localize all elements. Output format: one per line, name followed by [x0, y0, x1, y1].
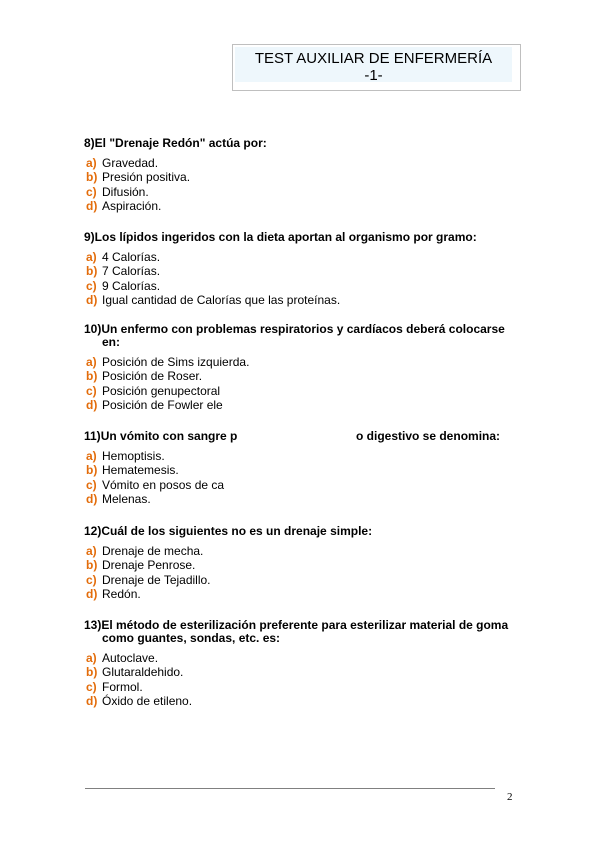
question-text — [84, 231, 524, 244]
option-text: 7 Calorías. — [102, 264, 161, 279]
option-b — [84, 264, 524, 278]
question-prompt: El "Drenaje Redón" actúa por: — [94, 136, 267, 150]
option-letter: b) — [86, 665, 98, 680]
question-number: 11) — [84, 429, 101, 443]
option-letter: b) — [86, 558, 98, 573]
option-d — [84, 694, 524, 708]
option-b — [84, 463, 524, 477]
option-c — [84, 279, 524, 293]
question-text — [84, 619, 524, 645]
question-12 — [84, 525, 524, 601]
option-b — [84, 170, 524, 184]
option-letter: a) — [86, 651, 97, 665]
option-b — [84, 558, 524, 572]
question-13 — [84, 619, 524, 708]
option-b — [84, 665, 524, 679]
option-letter: b) — [86, 369, 98, 384]
question-text — [84, 430, 524, 443]
option-letter: a) — [86, 544, 97, 558]
option-c — [84, 478, 524, 492]
question-prompt: El método de esterilización preferente para esterilizar material de goma como guantes, sondas, etc. es: — [101, 618, 509, 645]
option-text: Drenaje de mecha. — [102, 544, 204, 558]
option-letter: d) — [86, 693, 98, 708]
option-text: Gravedad. — [102, 156, 159, 170]
option-letter: c) — [86, 383, 97, 398]
question-8 — [84, 137, 524, 213]
question-number: 8) — [84, 136, 95, 150]
option-letter: a) — [86, 355, 97, 369]
question-prompt-end: o digestivo se denomina: — [356, 429, 501, 443]
option-text: Glutaraldehido. — [102, 665, 184, 680]
option-text: 9 Calorías. — [102, 278, 161, 293]
page-number: 2 — [507, 791, 513, 803]
option-letter: b) — [86, 463, 98, 478]
option-text: Posición de Roser. — [102, 369, 203, 384]
option-letter: c) — [86, 572, 97, 587]
question-number: 10) — [84, 322, 102, 336]
question-prompt: Los lípidos ingeridos con la dieta aportan al organismo por gramo: — [94, 230, 477, 244]
option-letter: d) — [86, 586, 98, 601]
option-a — [84, 355, 524, 369]
question-text — [84, 525, 524, 538]
option-c — [84, 384, 524, 398]
option-d — [84, 199, 524, 213]
question-10 — [84, 323, 524, 412]
question-number: 12) — [84, 524, 102, 538]
option-text: Presión positiva. — [102, 170, 191, 185]
option-letter: c) — [86, 184, 97, 199]
option-text: Posición de Fowler ele — [102, 397, 223, 412]
question-prompt: Un enfermo con problemas respiratorios y cardíacos deberá colocarse en: — [101, 322, 505, 349]
question-number: 9) — [84, 230, 95, 244]
question-text — [84, 137, 524, 150]
question-prompt: Cuál de los siguientes no es un drenaje simple: — [101, 524, 373, 538]
option-text: Autoclave. — [102, 651, 159, 665]
option-text: Posición genupectoral — [102, 383, 221, 398]
option-text: Aspiración. — [102, 198, 162, 213]
option-a — [84, 651, 524, 665]
option-letter: a) — [86, 449, 97, 463]
option-letter: a) — [86, 156, 97, 170]
title-box — [232, 44, 521, 91]
option-letter: a) — [86, 250, 97, 264]
option-letter: b) — [86, 170, 98, 185]
option-a — [84, 156, 524, 170]
question-9 — [84, 231, 524, 307]
option-a — [84, 449, 524, 463]
option-text: Difusión. — [102, 184, 149, 199]
title-box-fill — [235, 47, 512, 82]
option-d — [84, 293, 524, 307]
option-letter: c) — [86, 278, 97, 293]
option-text: Posición de Sims izquierda. — [102, 355, 250, 369]
question-number: 13) — [84, 618, 102, 632]
document-title: TEST AUXILIAR DE ENFERMERÍA — [254, 50, 493, 67]
option-text: Vómito en posos de ca — [102, 477, 225, 492]
option-text: Hemoptisis. — [102, 449, 165, 463]
test-number: -1- — [364, 67, 383, 84]
option-text: 4 Calorías. — [102, 250, 161, 264]
option-c — [84, 185, 524, 199]
option-letter: d) — [86, 491, 98, 506]
option-text: Redón. — [102, 586, 141, 601]
option-c — [84, 680, 524, 694]
question-11 — [84, 430, 524, 506]
footer-rule — [85, 788, 495, 789]
option-d — [84, 492, 524, 506]
option-d — [84, 398, 524, 412]
option-letter: c) — [86, 679, 97, 694]
option-text: Drenaje de Tejadillo. — [102, 572, 211, 587]
option-letter: b) — [86, 264, 98, 279]
option-text: Hematemesis. — [102, 463, 179, 478]
option-letter: d) — [86, 292, 98, 307]
option-letter: d) — [86, 397, 98, 412]
option-a — [84, 544, 524, 558]
option-text: Drenaje Penrose. — [102, 558, 196, 573]
option-d — [84, 587, 524, 601]
option-c — [84, 573, 524, 587]
option-a — [84, 250, 524, 264]
option-letter: d) — [86, 198, 98, 213]
option-text: Igual cantidad de Calorías que las proteínas. — [102, 292, 341, 307]
question-prompt-left — [84, 430, 237, 443]
option-letter: c) — [86, 477, 97, 492]
option-text: Formol. — [102, 679, 143, 694]
question-text — [84, 323, 524, 349]
question-prompt-start: Un vómito con sangre p — [100, 429, 238, 443]
option-text: Óxido de etileno. — [102, 693, 193, 708]
option-text: Melenas. — [102, 491, 151, 506]
option-b — [84, 369, 524, 383]
